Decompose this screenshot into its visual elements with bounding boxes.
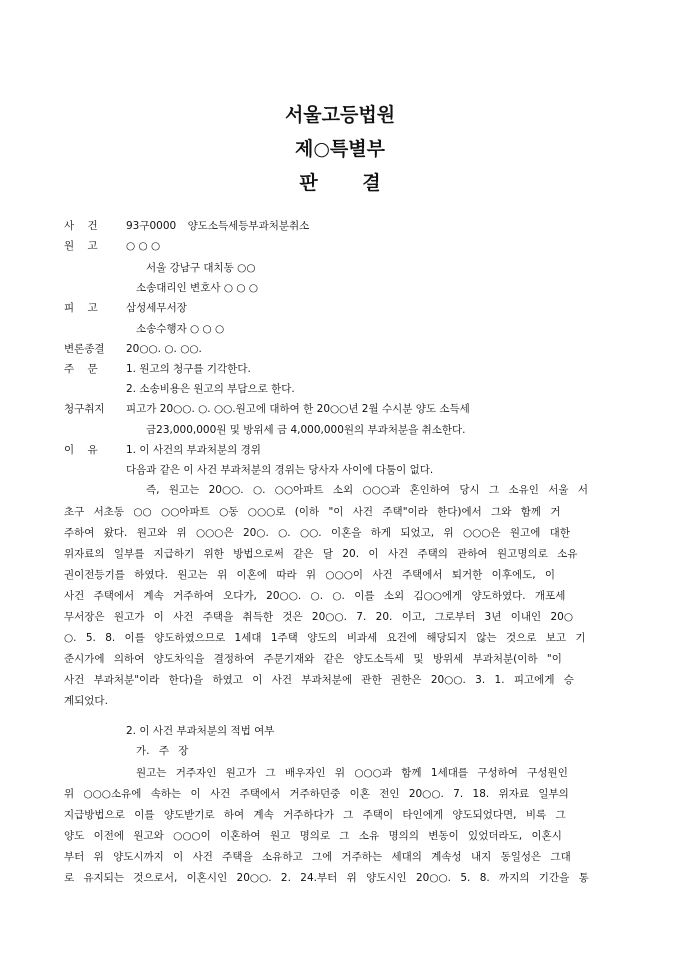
- defendant-row: [64, 301, 187, 315]
- case-row: [64, 219, 309, 233]
- reason-intro: 다음과 같은 이 사건 부과처분의 경위는 당사자 사이에 다툼이 없다.: [126, 464, 434, 476]
- closing-date: 20○○. ○. ○○.: [126, 343, 202, 355]
- plaintiff-address: 서울 강남구 대치동 ○○: [146, 262, 256, 274]
- closing-row: [64, 342, 202, 356]
- para1-line: 사건 부과처분"이라 한다)을 하였고 이 사건 부과처분에 관한 권한은 20○○. 3. 1. 피고에게 승: [64, 674, 574, 686]
- para1-line: 초구 서초동 ○○ ○○아파트 ○동 ○○○로 (이하 "이 사건 주택"이라 한다)에서 그와 함께 거: [64, 506, 561, 518]
- para2-line: 양도 이전에 원고와 ○○○이 이혼하여 원고 명의로 그 소유 명의의 변동이 있었더라도, 이혼시: [64, 830, 562, 842]
- defendant-name: 삼성세무서장: [126, 302, 187, 314]
- para2-line: 위 ○○○소유에 속하는 이 사건 주택에서 거주하던중 이혼 전인 20○○. 7. 18. 위자료 일부의: [64, 788, 569, 800]
- order-label: 주 문: [64, 363, 98, 375]
- para2-line: 로 유지되는 것으로서, 이혼시인 20○○. 2. 24.부터 위 양도시인 20○○. 5. 8. 까지의 기간을 통: [64, 872, 589, 884]
- case-value: 93구0000 양도소득세등부과처분취소: [126, 220, 310, 232]
- para1-line: 주하여 왔다. 원고와 위 ○○○은 20○. ○. ○○. 이혼을 하게 되었고, 위 ○○○은 원고에 대한: [64, 527, 570, 539]
- section-2-heading: 2. 이 사건 부과처분의 적법 여부: [126, 725, 275, 737]
- reason-heading-1: 1. 이 사건의 부과처분의 경위: [126, 444, 261, 456]
- reason-label: 이 유: [64, 444, 98, 456]
- order-row: [64, 362, 251, 376]
- sub-heading-claim: 가. 주 장: [136, 745, 189, 757]
- claim-label: 청구취지: [64, 403, 105, 415]
- reason-row: [64, 443, 261, 457]
- para1-line: 준시가에 의하여 양도차익을 결정하여 주문기재와 같은 양도소득세 및 방위세 부과처분(이하 "이: [64, 653, 562, 665]
- order-item-2: 2. 소송비용은 원고의 부담으로 한다.: [126, 383, 295, 395]
- para2-line: 부터 위 양도시까지 이 사건 주택을 소유하고 그에 거주하는 세대의 계속성 내지 동일성은 그대: [64, 851, 571, 863]
- order-item-1: 1. 원고의 청구를 기각한다.: [126, 363, 251, 375]
- closing-label: 변론종결: [64, 343, 105, 355]
- para1-line: 권이전등기를 하였다. 원고는 위 이혼에 따라 위 ○○○이 사건 주택에서 퇴거한 이후에도, 이: [64, 569, 556, 581]
- plaintiff-attorney: 소송대리인 변호사 ○ ○ ○: [136, 282, 258, 294]
- plaintiff-row: [64, 239, 160, 253]
- plaintiff-name: ○ ○ ○: [126, 240, 161, 252]
- document-type: 판 결: [299, 172, 381, 194]
- para2-line: 원고는 거주자인 원고가 그 배우자인 위 ○○○과 함께 1세대를 구성하여 구성원인: [136, 767, 568, 779]
- court-name: 서울고등법원: [284, 104, 396, 126]
- para2-line: 지급방법으로 이를 양도받기로 하여 계속 거주하다가 그 주택이 타인에게 양도되었다면, 비록 그: [64, 809, 566, 821]
- defendant-agent: 소송수행자 ○ ○ ○: [136, 323, 225, 335]
- claim-row: [64, 402, 470, 416]
- para1-line: 위자료의 일부를 지급하기 위한 방법으로써 같은 달 20. 이 사건 주택의 관하여 원고명의로 소유: [64, 548, 578, 560]
- case-label: 사 건: [64, 220, 98, 232]
- para1-line: 계되었다.: [64, 695, 108, 707]
- para1-line: 무서장은 원고가 이 사건 주택을 취득한 것은 20○○. 7. 20. 이고, 그로부터 3년 이내인 20○: [64, 611, 574, 623]
- claim-line-2: 금23,000,000원 및 방위세 금 4,000,000원의 부과처분을 취소한다.: [146, 424, 466, 436]
- division-name: 제○특별부: [295, 138, 385, 160]
- para1-line: ○. 5. 8. 이를 양도하였으므로 1세대 1주택 양도의 비과세 요건에 해당되지 않는 것으로 보고 기: [64, 632, 586, 644]
- para1-line: 사건 주택에서 계속 거주하여 오다가, 20○○. ○. ○. 이를 소외 김○○에게 양도하였다. 개포세: [64, 590, 566, 602]
- defendant-label: 피 고: [64, 302, 98, 314]
- para1-line: 즉, 원고는 20○○. ○. ○○아파트 소외 ○○○과 혼인하여 당시 그 소유인 서울 서: [146, 484, 589, 496]
- claim-line-1: 피고가 20○○. ○. ○○.원고에 대하여 한 20○○년 2월 수시분 양도 소득세: [126, 403, 470, 415]
- plaintiff-label: 원 고: [64, 240, 98, 252]
